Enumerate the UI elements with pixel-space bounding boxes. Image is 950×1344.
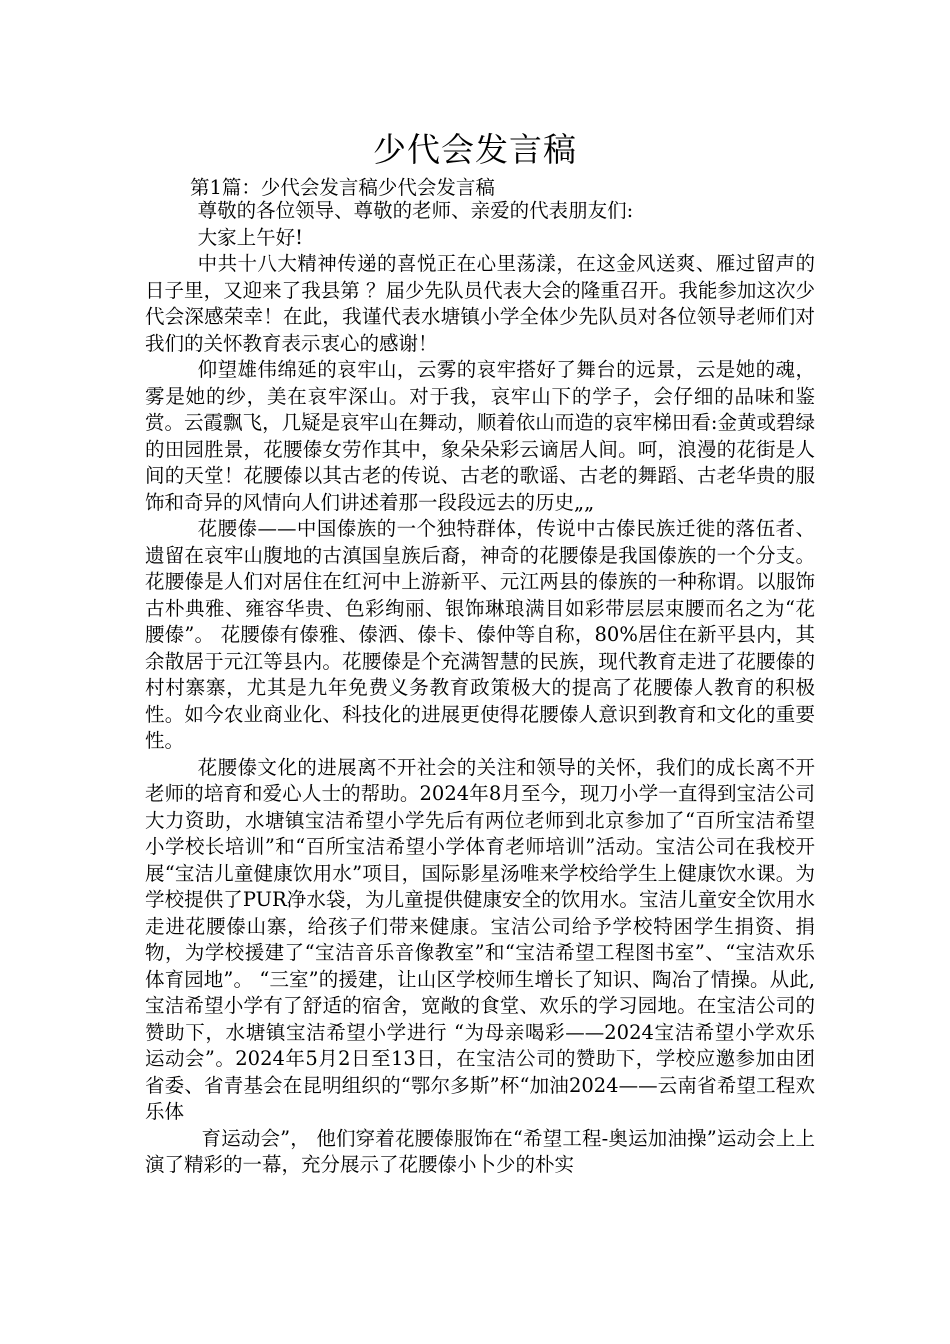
- body-paragraph: 花腰傣文化的进展离不开社会的关注和领导的关怀，我们的成长离不开老师的培育和爱心人士的帮助。2024年8月至今，现刀小学一直得到宝洁公司大力资助，水塘镇宝洁希望小学先后有两位老师到北京参加了“百所宝洁希望小学校长培训”和“百所宝洁希望小学体育老师培训”活动。宝洁公司在我校开展“宝洁儿童健康饮用水”项目，国际影星汤唯来学校给学生上健康饮水课。为学校提供了PUR净水袋，为儿童提供健康安全的饮用水。宝洁儿童安全饮用水走进花腰傣山寨，给孩子们带来健康。宝洁公司给予学校特困学生捐资、捐物，为学校援建了“宝洁音乐音像教室”和“宝洁希望工程图书室”、“宝洁欢乐体育园地”。 “三室”的援建，让山区学校师生增长了知识、陶冶了情操。从此,宝洁希望小学有了舒适的宿舍，宽敞的食堂、欢乐的学习园地。在宝洁公司的赞助下，水塘镇宝洁希望小学进行 “为母亲喝彩——2024宝洁希望小学欢乐运动会”。2024年5月2日至13日，在宝洁公司的赞助下，学校应邀参加由团省委、省青基会在昆明组织的“鄂尔多斯”杯“加油2024——云南省希望工程欢乐体: [145, 755, 815, 1123]
- salutation-paragraph: 大家上午好!: [197, 225, 303, 249]
- document-title: 少代会发言稿: [373, 130, 577, 169]
- greeting-paragraph: 尊敬的各位领导、尊敬的老师、亲爱的代表朋友们:: [197, 199, 634, 222]
- document-subtitle: 第1篇：少代会发言稿少代会发言稿: [190, 176, 495, 199]
- body-paragraph: 花腰傣——中国傣族的一个独特群体，传说中古傣民族迁徙的落伍者、遗留在哀牢山腹地的古滇国皇族后裔，神奇的花腰傣是我国傣族的一个分支。花腰傣是人们对居住在红河中上游新平、元江两县的傣族的一种称谓。以服饰古朴典雅、雍容华贵、色彩绚丽、银饰琳琅满目如彩带层层束腰而名之为“花腰傣”。 花腰傣有傣雅、傣洒、傣卡、傣仲等自称，80%居住在新平县内，其余散居于元江等县内。花腰傣是个充满智慧的民族，现代教育走进了花腰傣的村村寨寨，尤其是九年免费义务教育政策极大的提高了花腰傣人教育的积极性。如今农业商业化、科技化的进展更使得花腰傣人意识到教育和文化的重要性。: [145, 517, 815, 752]
- body-paragraph: 中共十八大精神传递的喜悦正在心里荡漾，在这金风送爽、雁过留声的日子里，又迎来了我县第 ？届少先队员代表大会的隆重召开。我能参加这次少代会深感荣幸！在此，我谨代表水塘镇小学全体少先队员对各位领导老师们对我们的关怀教育表示衷心的感谢！: [145, 252, 815, 355]
- document-body: [145, 198, 815, 1179]
- body-paragraph: 仰望雄伟绵延的哀牢山，云雾的哀牢搭好了舞台的远景，云是她的魂，雾是她的纱，美在哀牢深山。对于我，哀牢山下的学子，会仔细的品味和鉴赏。云霞飘飞，几疑是哀牢山在舞动，顺着依山而造的哀牢梯田看:金黄或碧绿的田园胜景，花腰傣女劳作其中，象朵朵彩云谪居人间。呵，浪漫的花街是人间的天堂！花腰傣以其古老的传说、古老的歌谣、古老的舞蹈、古老华贵的服饰和奇异的风情向人们讲述着那一段段远去的历史„„: [145, 358, 815, 514]
- body-paragraph: 育运动会”， 他们穿着花腰傣服饰在“希望工程-奥运加油操”运动会上上演了精彩的一幕，充分展示了花腰傣小卜少的朴实: [145, 1126, 815, 1176]
